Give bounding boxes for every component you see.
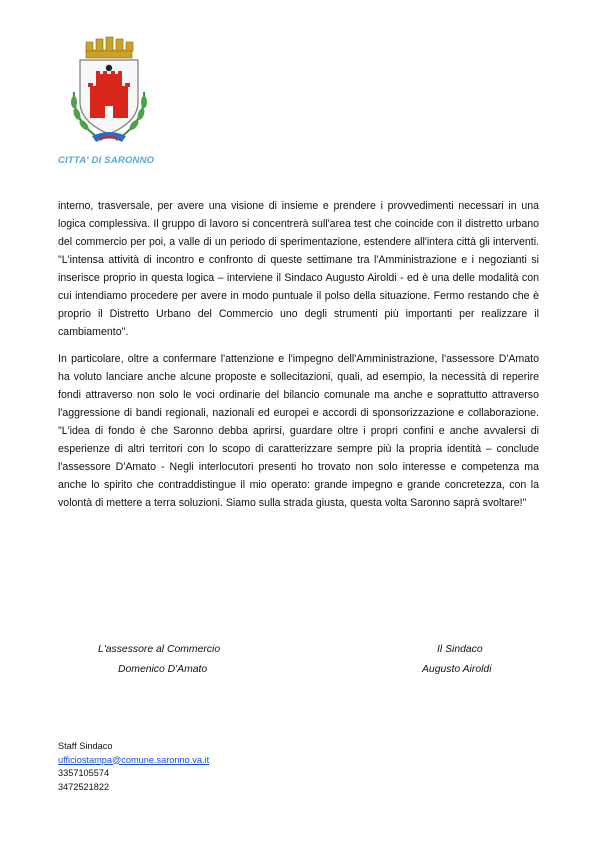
city-crest-icon bbox=[62, 36, 156, 152]
contact-block bbox=[58, 740, 209, 794]
sindaco-name: Augusto Airoldi bbox=[422, 664, 492, 675]
contact-phone: 3357105574 bbox=[58, 768, 110, 778]
sindaco-role: Il Sindaco bbox=[437, 644, 483, 655]
body-paragraph: interno, trasversale, per avere una visione di insieme e prendere i provvedimenti necessari in una logica complessiva. Il gruppo di lavoro si concentrerà sull'area test che coincide con il distretto urbano del commercio per poi, a valle di un periodo di sperimentazione, estendere all'intera città gli interventi. "L'intensa attività di incontro e confronto di queste settimane tra l'Amministrazione e i negozianti si inserisce proprio in questa logica – interviene il Sindaco Augusto Airoldi - ed è una delle modalità con cui intendiamo procedere per avere in modo puntuale il polso della situazione. Fermo restando che è proprio il Distretto Urbano del Commercio uno degli strumenti più importanti per realizzare il cambiamento". bbox=[58, 200, 539, 338]
assessore-role: L'assessore al Commercio bbox=[98, 644, 221, 655]
city-name: CITTA' DI SARONNO bbox=[58, 155, 155, 166]
contact-email-link[interactable]: ufficiostampa@comune.saronno.va.it bbox=[58, 754, 210, 765]
contact-phone: 3472521822 bbox=[58, 781, 110, 792]
contact-title: Staff Sindaco bbox=[58, 741, 113, 751]
press-release-body bbox=[58, 197, 539, 521]
assessore-name: Domenico D'Amato bbox=[118, 664, 208, 675]
body-paragraph: In particolare, oltre a confermare l'attenzione e l'impegno dell'Amministrazione, l'assessore D'Amato ha voluto lanciare anche alcune proposte e sollecitazioni, quali, ad esempio, la necessità di reperire fondi attraverso non solo le voci ordinarie del bilancio comunale ma anche e soprattutto attraverso l'aggressione di bandi regionali, nazionali ed europei e accordi di sponsorizzazione e collaborazione. "L'idea di fondo è che Saronno debba aprirsi, guardare oltre i propri confini e anche avvalersi di esperienze di altri territori con lo scopo di caratterizzare sempre più la propria identità – conclude l'assessore D'Amato - Negli interlocutori presenti ho trovato non solo interesse e competenza ma anche lo spirito che contraddistingue il mio operato: grande impegno e grande concretezza, con la volontà di mettere a terra soluzioni. Siamo sulla strada giusta, questa volta Saronno saprà svoltare!" bbox=[58, 353, 539, 509]
